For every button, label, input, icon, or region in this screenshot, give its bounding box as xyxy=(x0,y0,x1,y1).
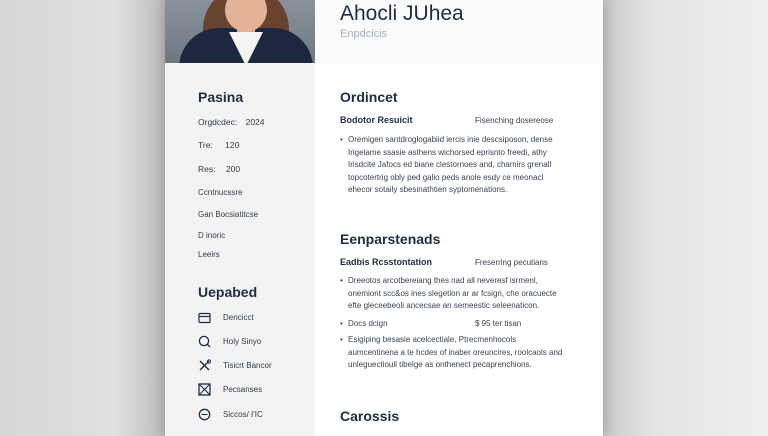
sidebar-item: Leeirs xyxy=(198,250,220,259)
background-left xyxy=(0,0,165,436)
detail-label: Res: xyxy=(198,164,216,174)
contact-text: Siccos/ I'IC xyxy=(223,410,263,419)
section-title: Carossis xyxy=(340,408,400,424)
candidate-subtitle: Enpdcicis xyxy=(340,28,388,40)
inline-meta: $ 95 ter tisan xyxy=(475,319,522,328)
detail-value: 120 xyxy=(225,140,240,150)
name-block xyxy=(315,0,603,63)
bullet-line: unleguectiouil tibelge as onthenect pecaprenchions. xyxy=(348,360,532,369)
profile-photo xyxy=(165,0,315,63)
detail-label: Tre: xyxy=(198,140,213,150)
detail-row xyxy=(198,140,239,150)
candidate-name: Ahocli JUhea xyxy=(340,2,464,25)
sidebar-item: D inoric xyxy=(198,231,226,240)
bullet-line: • Docs dcign xyxy=(348,319,388,328)
contact-text: Pecsanses xyxy=(223,385,263,394)
bullet-line: ehecor sotaily sbesinathtien syptomenations. xyxy=(348,185,508,194)
sidebar-heading-details: Pasina xyxy=(198,89,244,105)
chat-icon xyxy=(198,335,211,348)
job-role: Bodotor Resuicit xyxy=(340,115,413,125)
resume-header xyxy=(165,0,603,63)
job-meta: Fisenching dosereose xyxy=(475,116,554,125)
bullet-item xyxy=(348,318,583,331)
globe-icon xyxy=(198,408,211,421)
sidebar-heading-contact: Uepabed xyxy=(198,284,258,300)
box-icon xyxy=(198,383,211,396)
bullet-line: onemiont scc&os ines slegetion ar ar fcsign, che oracuecte xyxy=(348,288,557,298)
job-meta: Freserring pecutians xyxy=(475,258,548,267)
tools-icon xyxy=(198,359,211,372)
bullet-line: • Dreeotos arcotbereiang thes nad all neveresf isrmenl, xyxy=(348,276,538,285)
detail-row xyxy=(198,117,265,127)
bullet-line: • Oremigen santdroglogabiid iercis inie descsiposon, dense xyxy=(348,135,553,144)
sidebar-item: Ccntnucssre xyxy=(198,188,243,197)
detail-value: 200 xyxy=(225,164,241,174)
job-role: Eadbis Rcsstontation xyxy=(340,257,433,267)
contact-text: Tisicrt Bancor xyxy=(223,361,272,370)
bullet-line: topcotertrig obly ped galio peds anole esdy ce meonacl xyxy=(348,172,544,182)
bullet-item xyxy=(348,275,583,313)
section-title: Ordincet xyxy=(340,89,398,105)
detail-value: 2024 xyxy=(245,117,265,127)
bullet-item xyxy=(348,334,583,372)
bullet-line: aumcentinena a te hcdes of inaber oreuncires, roolcaols and xyxy=(348,347,563,357)
bullet-line: • Esigiping besasie acelcectiale, Ptrecmenhocols xyxy=(348,335,517,344)
resume-sidebar xyxy=(165,63,315,436)
bullet-line: Irisdcite Jafocs ed biane clestornoes and, chamirs grenall xyxy=(348,160,552,169)
bullet-line: Irigelame ssasie asthens wichorsed eprisnto freedi, athy xyxy=(348,147,547,157)
detail-label: Orgdcdec: xyxy=(198,117,238,127)
bullet-line: efte gleceebeoli ancecsae an semeestic seleenaticon. xyxy=(348,301,540,310)
contact-text: Dencicct xyxy=(223,313,254,322)
section-title: Eenparstenads xyxy=(340,231,441,247)
resume-page xyxy=(165,0,603,436)
detail-row xyxy=(198,164,240,174)
sidebar-item: Gan Bocsiatitcse xyxy=(198,210,259,219)
calendar-icon xyxy=(198,311,211,324)
background-right xyxy=(603,0,768,436)
bullet-item xyxy=(348,134,583,197)
resume-main xyxy=(315,63,603,436)
contact-text: Holy Sinyo xyxy=(223,337,262,346)
